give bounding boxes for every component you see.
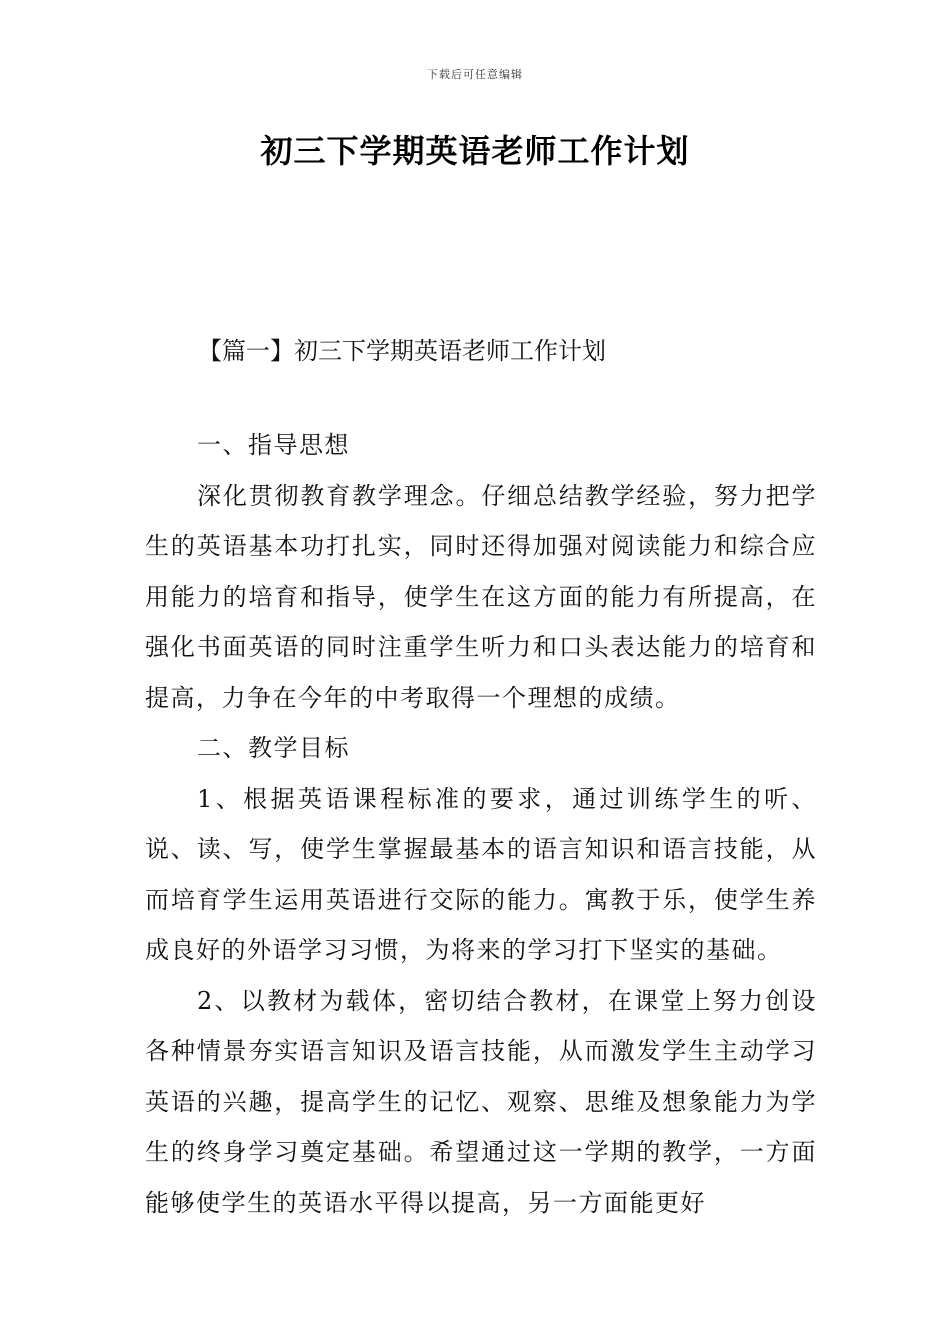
heading-teaching-goals: 二、教学目标 (197, 734, 350, 762)
paragraph-goal-2: 2、以教材为载体，密切结合教材，在课堂上努力创设各种情景夯实语言知识及语言技能，从而激发学生主动学习英语的兴趣，提高学生的记忆、观察、思维及想象能力为学生的终身学习奠定基础。希望通过这一学期的教学，一方面能够使学生的英语水平得以提高，另一方面能更好 (145, 986, 817, 1217)
document-body (145, 420, 817, 1228)
paragraph-guiding-ideology: 深化贯彻教育教学理念。仔细总结教学经验，努力把学生的英语基本功打扎实，同时还得加强对阅读能力和综合应用能力的培育和指导，使学生在这方面的能力有所提高，在强化书面英语的同时注重学生听力和口头表达能力的培育和提高，力争在今年的中考取得一个理想的成绩。 (145, 481, 817, 712)
section-title: 【篇一】初三下学期英语老师工作计划 (198, 337, 606, 365)
paragraph-goal-1: 1、根据英语课程标准的要求，通过训练学生的听、说、读、写，使学生掌握最基本的语言知识和语言技能，从而培育学生运用英语进行交际的能力。寓教于乐，使学生养成良好的外语学习习惯，为将来的学习打下坚实的基础。 (145, 784, 817, 964)
document-title: 初三下学期英语老师工作计划 (260, 132, 690, 170)
heading-guiding-ideology: 一、指导思想 (197, 431, 350, 459)
header-note: 下载后可任意编辑 (427, 68, 523, 81)
